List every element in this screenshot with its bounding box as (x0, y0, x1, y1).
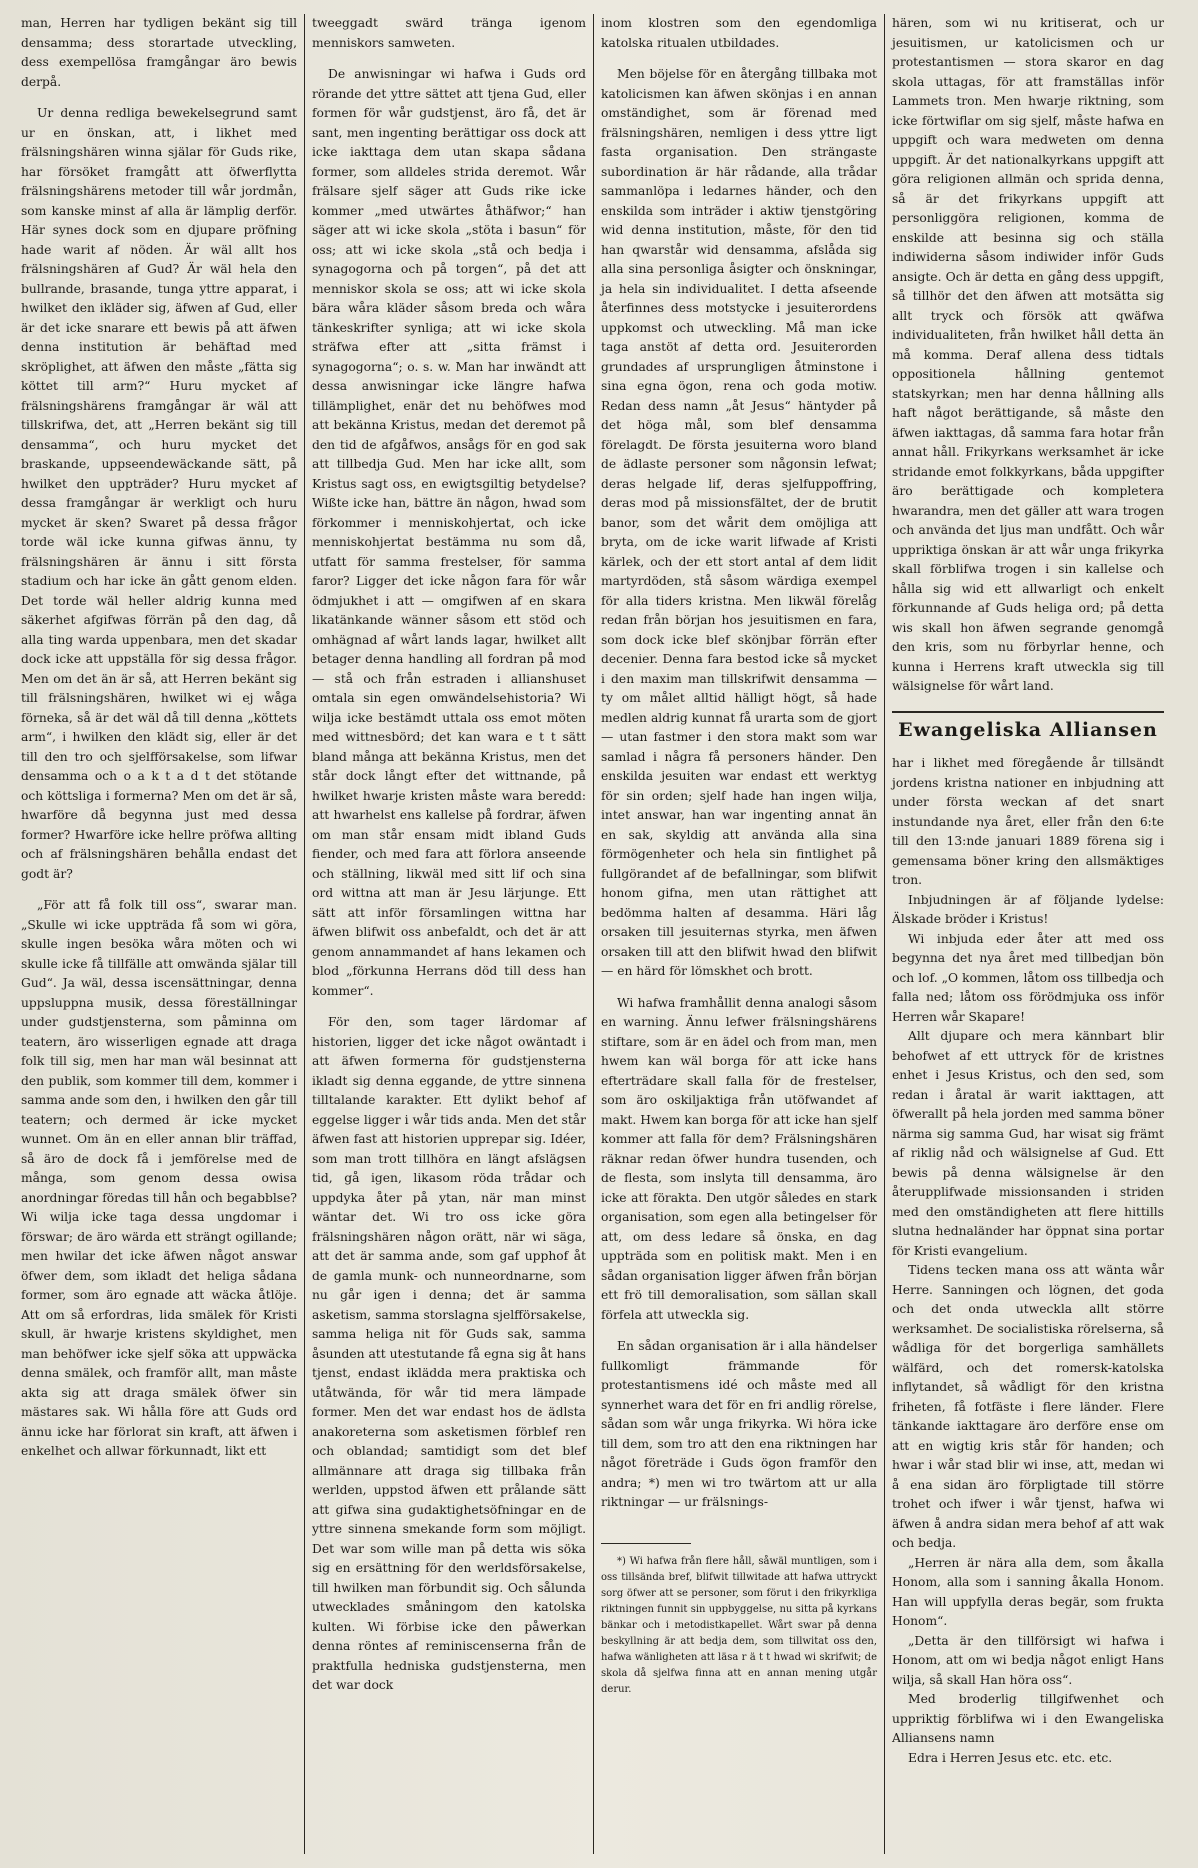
col4-paragraph: hären, som wi nu kritiserat, och ur jesuitismen, ur katolicismen och ur protestantismen — stora skaror en dag skola uttagas, för att framställas inför Lammets tron. Men hwarje riktning, som icke förtwiflar om sig sjelf, måste hafwa en uppgift och wara medweten om denna uppgift. Är det nationalkyrkans uppgift att göra religionen allmän och sprida denna, så är det frikyrkans uppgift att personliggöra religionen, komma de enskilde att besinna sig och ställa indiwiderna såsom indiwider inför Guds ansigte. Och är detta en gång dess uppgift, så tillhör det den äfwen att motsätta sig allt tryck och försök att qwäfwa individualiteten, från hwilket håll detta än må komma. Deraf allena dess tidtals oppositionela hållning gentemot statskyrkan; men har denna hållning alls haft något berättigande, så måste den äfwen iakttagas, då samma fara hotar från annat håll. Frikyrkans werksamhet är icke stridande emot folkkyrkans, båda uppgifter äro berättigade och kompletera hwarandra, men det gäller att wara trogen och använda det ljus man undfått. Och wår uppriktiga önskan är att wår unga frikyrka skall förblifwa trogen i sin kallelse och hålla sig wid ett allwarligt och enkelt förkunnande af Guds heliga ord; på detta wis skall hon äfwen segrande genomgå den kris, som nu förbyrlar henne, och kunna i Herrens kraft utweckla sig till wälsignelse för wårt land. (892, 16, 1164, 693)
col3-paragraph: Wi hafwa framhållit denna analogi såsom en warning. Ännu lefwer frälsningshärens stiftare, som är en ädel och from man, men hwem kan wäl borga för att icke hans efterträdare skall falla för de frestelser, som äro oskiljaktiga från utöfwandet af makt. Hwem kan borga för att icke han sjelf kommer att falla för dem? Frälsningshären räknar redan öfwer hundra tusenden, och de flesta, som inslyta till densamma, äro icke att förakta. Den utgör således en stark organisation, som egen alla betingelser för att, om dess ledare så önska, en dag uppträda som en politisk makt. Men i en sådan organisation ligger äfwen från början ett frö till demoralisation, som sällan skall förfela att utweckla sig. (601, 995, 877, 1322)
col3-paragraph: En sådan organisation är i alla händelser fullkomligt främmande för protestantismens idé och måste med all synnerhet wara det för en fri andlig rörelse, sådan som wår unga frikyrka. Wi höra icke till dem, som tro att den ena riktningen har något företräde i Guds ögon framför den andra; *) men wi tro twärtom att ur alla riktningar — ur frälsnings- (601, 1339, 877, 1509)
col2-paragraph: För den, som tager lärdomar af historien, ligger det icke något owäntadt i att äfwen formerna för gudstjensterna ikladt sig denna eggande, de yttre sinnena tilltalande karakter. Ett dylikt behof af eggelse ligger i wår tids anda. Men det står äfwen fast att historien upprepar sig. Idéer, som man trott tillhöra en längt afslägsen tid, gå igen, likasom röda trådar och uppdyka åter på ytan, när man minst wäntar det. Wi tro oss icke göra frälsningshären någon orätt, när wi säga, att det är samma ande, som gaf upphof åt de gamla munk- och nunneordnarne, som nu går igen i denna; det är samma asketism, samma storslagna sjelfförsakelse, samma heliga nit för Guds sak, samma åsunden att utestutande få egna sig åt hans tjenst, endast iklädda mera praktiska och utåtwända, för wår tid mera lämpade former. Men det war endast hos de ädlsta anakoreterna som asketismen förblef ren och oblandad; samtidigt som det blef allmännare att draga sig tillbaka från werlden, uppstod äfwen ett prålande sätt att gifwa sina gudaktighetsöfningar en de yttre sinnena smekande form som möjligt. Det war som wille man på detta wis söka sig en ersättning för den werldsförsakelse, till hwilken man förbundit sig. Och sålunda utwecklades småningom den katolska kulten. Wi förbise icke den påwerkan denna röntes af reminiscenserna från de praktfulla hedniska gudstjensterna, men det war dock (312, 1015, 586, 1692)
col4-paragraph: Inbjudningen är af följande lydelse: Älskade bröder i Kristus! (892, 892, 1164, 926)
col1-paragraph: Ur denna redliga bewekelsegrund samt ur en önskan, att, i likhet med frälsningshären winna själar för Guds rike, har försöket framgått att öfwerflytta frälsningshärens metoder till wår jordmån, som kanske minst af alla är lämplig derför. Här synes dock som en djupare pröfning hade warit af nöden. Är wäl allt hos frälsningshären af Gud? Är wäl hela den bullrande, brasande, tunga yttre apparat, i hwilket den ikläder sig, äfwen af Gud, eller är det icke snarare ett bewis på att äfwen denna institution är behäftad med skröplighet, att äfwen den måste „fätta sig köttet till arm?“ Huru mycket af frälsningshärens framgångar är wäl att tillskrifwa, det, att „Herren bekänt sig till densamma“, och huru mycket det braskande, uppseendewäckande sätt, på hwilket den uppträder? Huru mycket af dessa framgångar är werkligt och huru mycket är sken? Swaret på dessa frågor torde wäl icke kunna gifwas ännu, ty frälsningshären är ännu i sitt första stadium och har icke än gått genom elden. Det torde wäl heller aldrig kunna med säkerhet afgifwas förrän på den dag, då alla ting warda uppenbara, men det skadar dock icke att uppställa för sig dessa frågor. Men om det än är så, att Herren bekänt sig till frälsningshären, hwilket wi ej wåga förneka, så är det wäl då till denna „köttets arm“, i hwilken den klädt sig, eller är det till den tro och sjelfförsakelse, som lifwar densamma och o a k t a d t det stötande och köttsliga i formerna? Men om det är så, hwarföre då begynna just med dessa former? Hwarföre icke hellre pröfwa allting och af frälsningshären behålla endast det godt är? (21, 106, 297, 881)
col4-paragraph: „Detta är den tillförsigt wi hafwa i Honom, att om wi bedja något enligt Hans wilja, så skall Han höra oss“. (892, 1633, 1164, 1687)
column-3 (594, 14, 884, 1854)
col2-paragraph: tweeggadt swärd tränga igenom menniskors samweten. (312, 16, 586, 50)
col3-paragraph: Men böjelse för en återgång tillbaka mot katolicismen kan äfwen skönjas i en annan omständighet, som är förenad med frälsningshären, nemligen i dess yttre ligt fasta organisation. Den strängaste subordination är här rådande, alla trådar sammanlöpa i ledarnes händer, och den enskilda som inträder i aktiw tjenstgöring wid denna institution, måste, för den tid han qwarstår wid densamma, afslåda sig alla sina personliga åsigter och önskningar, ja hela sin individualitet. I detta afseende återfinnes dess motstycke i jesuiterordens uppkomst och utweckling. Må man icke taga anstöt af detta ord. Jesuiterorden grundades af ursprungligen åtminstone i sina egna ögon, rena och goda motiw. Redan dess namn „åt Jesus“ häntyder på det höga mål, som blef densamma förelagdt. De första jesuiterna woro bland de ädlaste personer som någonsin lefwat; deras helgade lif, deras sjelfuppoffring, deras mod på missionsfältet, der de brutit banor, som det wårit dem omöjliga att bryta, om de icke warit lifwade af Kristi kärlek, och der ett stort antal af dem lidit martyrdöden, stå såsom wärdiga exempel för alla tiders kristna. Men likwäl förelåg redan från början hos jesuitismen en fara, som dock icke blef skönjbar förrän efter decenier. Denna fara bestod icke så mycket i den maxim man tillskrifwit densamma — ty om målet alltid hälligt högt, så hade medlen aldrig kunnat få urarta som de gjort — utan fastmer i den stora makt som war samlad i några få personers händer. Den enskilda jesuiten war endast ett werktyg för sin orden; sjelf hade han ingen wilja, intet answar, han war ingenting annat än en sak, skyldig att använda alla sina förmögenheter och hela sin fintlighet på fullgörandet af de befallningar, som blifwit honom gifna, men utan rättighet att bedömma halten af desamma. Häri låg orsaken till jesuiternas styrka, men äfwen orsaken till att den blifwit hwad den blifwit — en härd för lömskhet och brott. (601, 67, 877, 978)
col4-paragraph: har i likhet med föregående år tillsändt jordens kristna nationer en inbjudning att under första weckan af det snart instundande nya året, eller från den 6:te till den 13:nde januari 1889 förena sig i gemensama böner kring den allsmäktiges tron. (892, 756, 1164, 887)
col4-signoff: Edra i Herren Jesus etc. etc. etc. (908, 1750, 1113, 1765)
col4-paragraph: Wi inbjuda eder åter att med oss begynna det nya året med tillbedjan bön och lof. „O kommen, låtom oss tillbedja och falla ned; låtom oss förödmjuka oss inför Herren wår Skapare! (892, 931, 1164, 1024)
col4-paragraph: „Herren är nära alla dem, som åkalla Honom, alla som i sanning åkalla Honom. Han will uppfylla deras begär, som frukta Honom“. (892, 1555, 1164, 1628)
col1-paragraph: „För att få folk till oss“, swarar man. „Skulle wi icke uppträda få som wi göra, skulle ingen besöka wåra möten och wi skulle icke få tillfälle att omwända själar till Gud“. Ja wäl, dessa iscensättningar, denna uppsluppna musik, dessa föreställningar under gudstjensterna, som påminna om teatern, äro wisserligen egnade att draga folk till sig, men har man wäl besinnat att den publik, som kommer till dem, kommer i samma ande som den, i hwilken den går till teatern; och dermed är icke mycket wunnet. Om än en eller annan blir träffad, så äro de dock få i jemförelse med de många, som genom dessa owisa anordningar föredas till hån och begabblse? Wi wilja icke taga dessa ungdomar i förswar; de äro wärda ett strängt ogillande; men hwilar det icke äfwen något answar öfwer dem, som ikladt det heliga sådana former, som äro egnade att wäcka åtlöje. Att om så erfordras, lida smälek för Kristi skull, är hwarje kristens skyldighet, men man behöfwer icke sjelf söka att uppwäcka denna smälek, och framför allt, man måste akta sig att draga smälek öfwer sin mästares sak. Wi hålla före att Guds ord ännu icke har förlorat sin kraft, att äfwen i enkelhet och allwar förkunnadt, likt ett (21, 898, 297, 1458)
col3-paragraph: inom klostren som den egendomliga katolska ritualen utbildades. (601, 16, 877, 50)
col2-paragraph: De anwisningar wi hafwa i Guds ord rörande det yttre sättet att tjena Gud, eller formen för wår gudstjenst, äro få, det är sant, men ingenting berättigar oss dock att icke iakttaga dem utan skapa sådana former, som alldeles strida deremot. Wår frälsare sjelf säger att Guds rike icke kommer „med utwärtes åthäfwor;“ han säger att wi icke skola „stöta i basun“ för oss; att wi icke skola „stå och bedja i synagogorna och på torgen“, på det att menniskor skola se oss; att wi icke skola bära wåra kläder såsom breda och wåra tänkeskrifter synliga; att wi icke skola sträfwa efter att „sitta främst i synagogorna“; o. s. w. Man har inwändt att dessa anwisningar icke längre hafwa tillämplighet, enär det nu behöfwes mod att bekänna Kristus, medan det deremot på den tid de afgåfwos, ansågs för en god sak att tillbedja Gud. Men har icke allt, som Kristus sagt oss, en ewigtsgiltig betydelse? Wißte icke han, bättre än någon, hwad som förkommer i menniskohjertat, och icke menniskohjertat bestämma nu som då, utfatt för samma frestelser, för samma faror? Ligger det icke någon fara för wår ödmjukhet i att — omgifwen af en skara likatänkande wänner såsom ett stöd och omhägnad af wårt lands lagar, hwilket allt betager denna handling all fordran på mod — stå och från estraden i allianshuset omtala sin egen omwändelsehistoria? Wi wilja icke bestämdt uttala oss emot möten med wittnesbörd; det kan wara e t t sätt bland många att bekänna Kristus, men det står dock långt efter det wittnande, på hwilket hwarje kristen måste wara beredd: att hwarhelst ens kallelse på fordrar, äfwen om man står ensam midt ibland Guds fiender, och med fara att förlora anseende och ställning, likwäl med sitt lif och sina ord wittna att man är Jesu lärjunge. Ett sätt att inför församlingen wittna har äfwen blifwit oss anbefaldt, och det är att genom annammandet af hans lekamen och blod „förkunna Herrans död till dess han kommer“. (312, 67, 586, 998)
col1-paragraph: man, Herren har tydligen bekänt sig till densamma; dess storartade utveckling, dess exempellösa framgångar äro bewis derpå. (21, 16, 297, 89)
col4-paragraph: Tidens tecken mana oss att wänta wår Herre. Sanningen och lögnen, det goda och det onda utweckla allt större werksamhet. De socialistiska rörelserna, så wådliga för det borgerliga samhällets wälfärd, och det romersk-katolska inflytandet, så wådligt för den kristna friheten, få fotfäste i flere länder. Flere tänkande iakttagare äro derföre ense om att en wigtig kris står för handen; och hwar i wår stad blir wi inse, att, medan wi å ena sidan äro förpligtade till större trohet och ifwer i wår tjenst, hafwa wi äfwen å andra sidan mera behof af att wak och bedja. (892, 1263, 1164, 1550)
col4-paragraph: Allt djupare och mera kännbart blir behofwet af ett uttryck för de kristnes enhet i Jesus Kristus, och den sed, som redan i åratal är warit iakttagen, att öfwerallt på hela jorden med samma böner närma sig samma Gud, har wisat sig främt af riklig nåd och wälsignelse af Gud. Ett bewis på denna wälsignelse är den återupplifwade missionsanden i striden med den omständigheten att flere hittills slutna hednaländer har öppnat sina portar för Kristi evangelium. (892, 1029, 1164, 1258)
footnote-divider (601, 1543, 691, 1544)
column-2 (305, 14, 593, 1854)
section-title: Ewangeliska Alliansen (898, 718, 1158, 741)
column-1 (14, 14, 304, 1854)
footnote: *) Wi hafwa från flere håll, såwäl muntligen, som i oss tillsända bref, blifwit tillwitade att hafwa uttryckt sorg öfwer att se personer, som förut i den frikyrkliga riktningen funnit sin uppbyggelse, nu sitta på kyrkans bänkar och i metodistkapellet. Wårt swar på denna beskyllning är att bedja dem, som tillwitat oss den, hafwa wänligheten att läsa r ä t t hwad wi skrifwit; de skola då sjelfwa finna att en annan mening utgår derur. (601, 1555, 877, 1695)
column-container (14, 14, 1184, 1854)
column-4 (885, 14, 1171, 1854)
col4-paragraph: Med broderlig tillgifwenhet och uppriktig förblifwa wi i den Ewangeliska Alliansens namn (892, 1692, 1164, 1745)
section-heading (892, 711, 1164, 741)
